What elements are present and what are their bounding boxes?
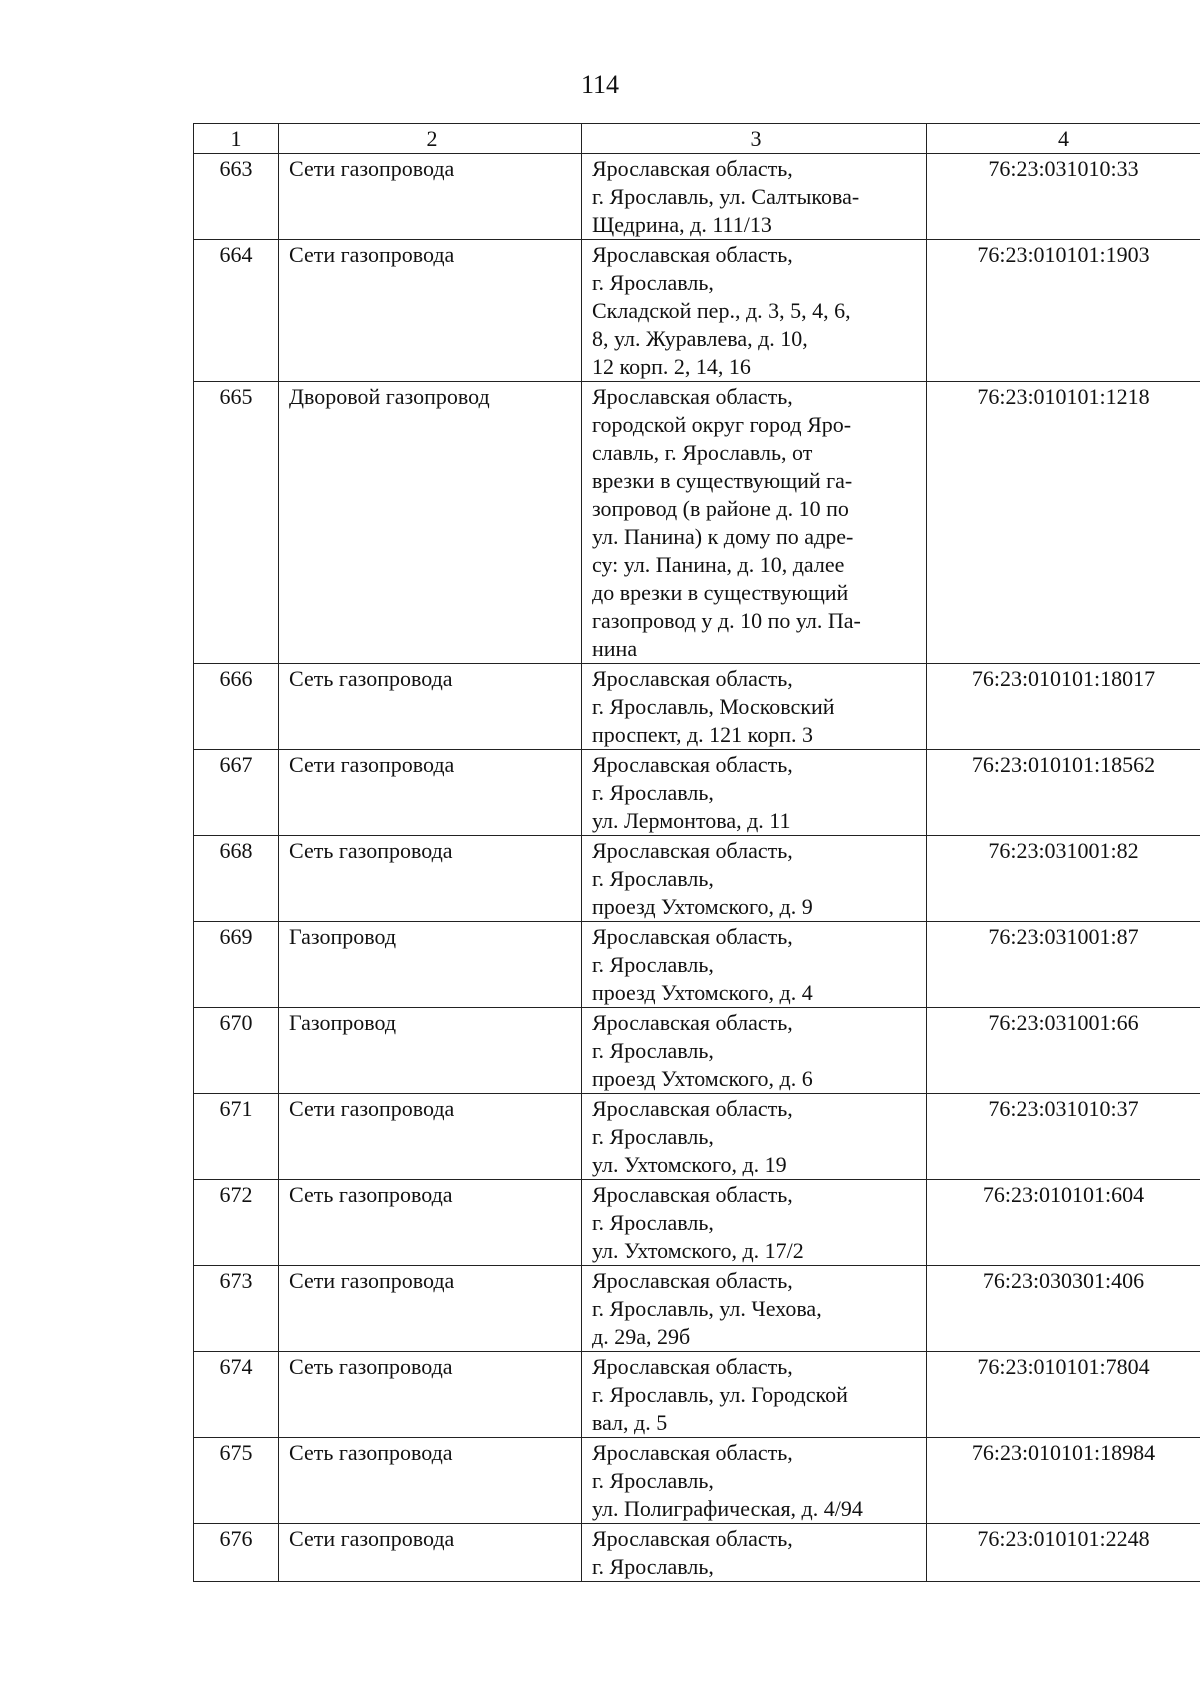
object-name-cell: Газопровод: [279, 1008, 582, 1094]
column-header-1: 1: [194, 124, 279, 154]
cadastral-number-cell: 76:23:010101:18984: [927, 1438, 1200, 1524]
cadastral-number-cell: 76:23:031001:87: [927, 922, 1200, 1008]
address-cell: Ярославская область, г. Ярославль, ул. Ухтомского, д. 17/2: [582, 1180, 927, 1266]
cadastral-number-cell: 76:23:010101:18562: [927, 750, 1200, 836]
table-row: [194, 240, 1200, 382]
row-number-cell: 670: [194, 1008, 279, 1094]
row-number-cell: 666: [194, 664, 279, 750]
column-header-4: 4: [927, 124, 1200, 154]
table-row: [194, 1438, 1200, 1524]
table-row: [194, 1094, 1200, 1180]
object-name-cell: Сети газопровода: [279, 1524, 582, 1582]
address-cell: Ярославская область, г. Ярославль, ул. Чехова, д. 29а, 29б: [582, 1266, 927, 1352]
row-number-cell: 674: [194, 1352, 279, 1438]
address-cell: Ярославская область, г. Ярославль,: [582, 1524, 927, 1582]
column-header-2: 2: [279, 124, 582, 154]
table-row: [194, 154, 1200, 240]
table-row: [194, 1266, 1200, 1352]
row-number-cell: 672: [194, 1180, 279, 1266]
object-name-cell: Сети газопровода: [279, 1266, 582, 1352]
address-cell: Ярославская область, г. Ярославль, ул. Лермонтова, д. 11: [582, 750, 927, 836]
address-cell: Ярославская область, г. Ярославль, ул. Салтыкова- Щедрина, д. 111/13: [582, 154, 927, 240]
row-number-cell: 665: [194, 382, 279, 664]
address-cell: Ярославская область, г. Ярославль, ул. Полиграфическая, д. 4/94: [582, 1438, 927, 1524]
table-body: [194, 154, 1200, 1582]
address-cell: Ярославская область, г. Ярославль, проезд Ухтомского, д. 4: [582, 922, 927, 1008]
row-number-cell: 675: [194, 1438, 279, 1524]
cadastral-number-cell: 76:23:030301:406: [927, 1266, 1200, 1352]
table-header-row: [194, 124, 1200, 154]
cadastral-number-cell: 76:23:031010:37: [927, 1094, 1200, 1180]
address-cell: Ярославская область, г. Ярославль, Московский проспект, д. 121 корп. 3: [582, 664, 927, 750]
address-cell: Ярославская область, г. Ярославль, проезд Ухтомского, д. 9: [582, 836, 927, 922]
object-name-cell: Сеть газопровода: [279, 664, 582, 750]
cadastral-number-cell: 76:23:031001:66: [927, 1008, 1200, 1094]
object-name-cell: Сеть газопровода: [279, 1438, 582, 1524]
cadastral-number-cell: 76:23:031010:33: [927, 154, 1200, 240]
object-name-cell: Сети газопровода: [279, 750, 582, 836]
object-name-cell: Сеть газопровода: [279, 1180, 582, 1266]
table-row: [194, 1180, 1200, 1266]
row-number-cell: 667: [194, 750, 279, 836]
address-cell: Ярославская область, городской округ город Яро- славль, г. Ярославль, от врезки в существующий га- зопровод (в районе д. 10 по ул. Панина) к дому по адре- су: ул. Панина, д. 10, далее до врезки в существующий газопровод у д. 10 по ул. Па- нина: [582, 382, 927, 664]
object-name-cell: Газопровод: [279, 922, 582, 1008]
table-row: [194, 1008, 1200, 1094]
object-name-cell: Сети газопровода: [279, 154, 582, 240]
cadastral-number-cell: 76:23:010101:2248: [927, 1524, 1200, 1582]
address-cell: Ярославская область, г. Ярославль, проезд Ухтомского, д. 6: [582, 1008, 927, 1094]
address-cell: Ярославская область, г. Ярославль, ул. Ухтомского, д. 19: [582, 1094, 927, 1180]
object-name-cell: Сети газопровода: [279, 240, 582, 382]
object-name-cell: Сеть газопровода: [279, 1352, 582, 1438]
row-number-cell: 663: [194, 154, 279, 240]
cadastral-number-cell: 76:23:031001:82: [927, 836, 1200, 922]
cadastral-number-cell: 76:23:010101:1218: [927, 382, 1200, 664]
row-number-cell: 668: [194, 836, 279, 922]
table-row: [194, 836, 1200, 922]
table-row: [194, 750, 1200, 836]
cadastral-number-cell: 76:23:010101:1903: [927, 240, 1200, 382]
row-number-cell: 673: [194, 1266, 279, 1352]
property-table: [193, 123, 1200, 1582]
row-number-cell: 671: [194, 1094, 279, 1180]
row-number-cell: 664: [194, 240, 279, 382]
table-row: [194, 1524, 1200, 1582]
page-number: 114: [580, 70, 620, 99]
object-name-cell: Сеть газопровода: [279, 836, 582, 922]
address-cell: Ярославская область, г. Ярославль, Складской пер., д. 3, 5, 4, 6, 8, ул. Журавлева, д. 10, 12 корп. 2, 14, 16: [582, 240, 927, 382]
cadastral-number-cell: 76:23:010101:18017: [927, 664, 1200, 750]
table-row: [194, 382, 1200, 664]
cadastral-number-cell: 76:23:010101:604: [927, 1180, 1200, 1266]
row-number-cell: 676: [194, 1524, 279, 1582]
column-header-3: 3: [582, 124, 927, 154]
cadastral-number-cell: 76:23:010101:7804: [927, 1352, 1200, 1438]
address-cell: Ярославская область, г. Ярославль, ул. Городской вал, д. 5: [582, 1352, 927, 1438]
table-row: [194, 664, 1200, 750]
table-row: [194, 922, 1200, 1008]
table-row: [194, 1352, 1200, 1438]
object-name-cell: Дворовой газопровод: [279, 382, 582, 664]
row-number-cell: 669: [194, 922, 279, 1008]
object-name-cell: Сети газопровода: [279, 1094, 582, 1180]
